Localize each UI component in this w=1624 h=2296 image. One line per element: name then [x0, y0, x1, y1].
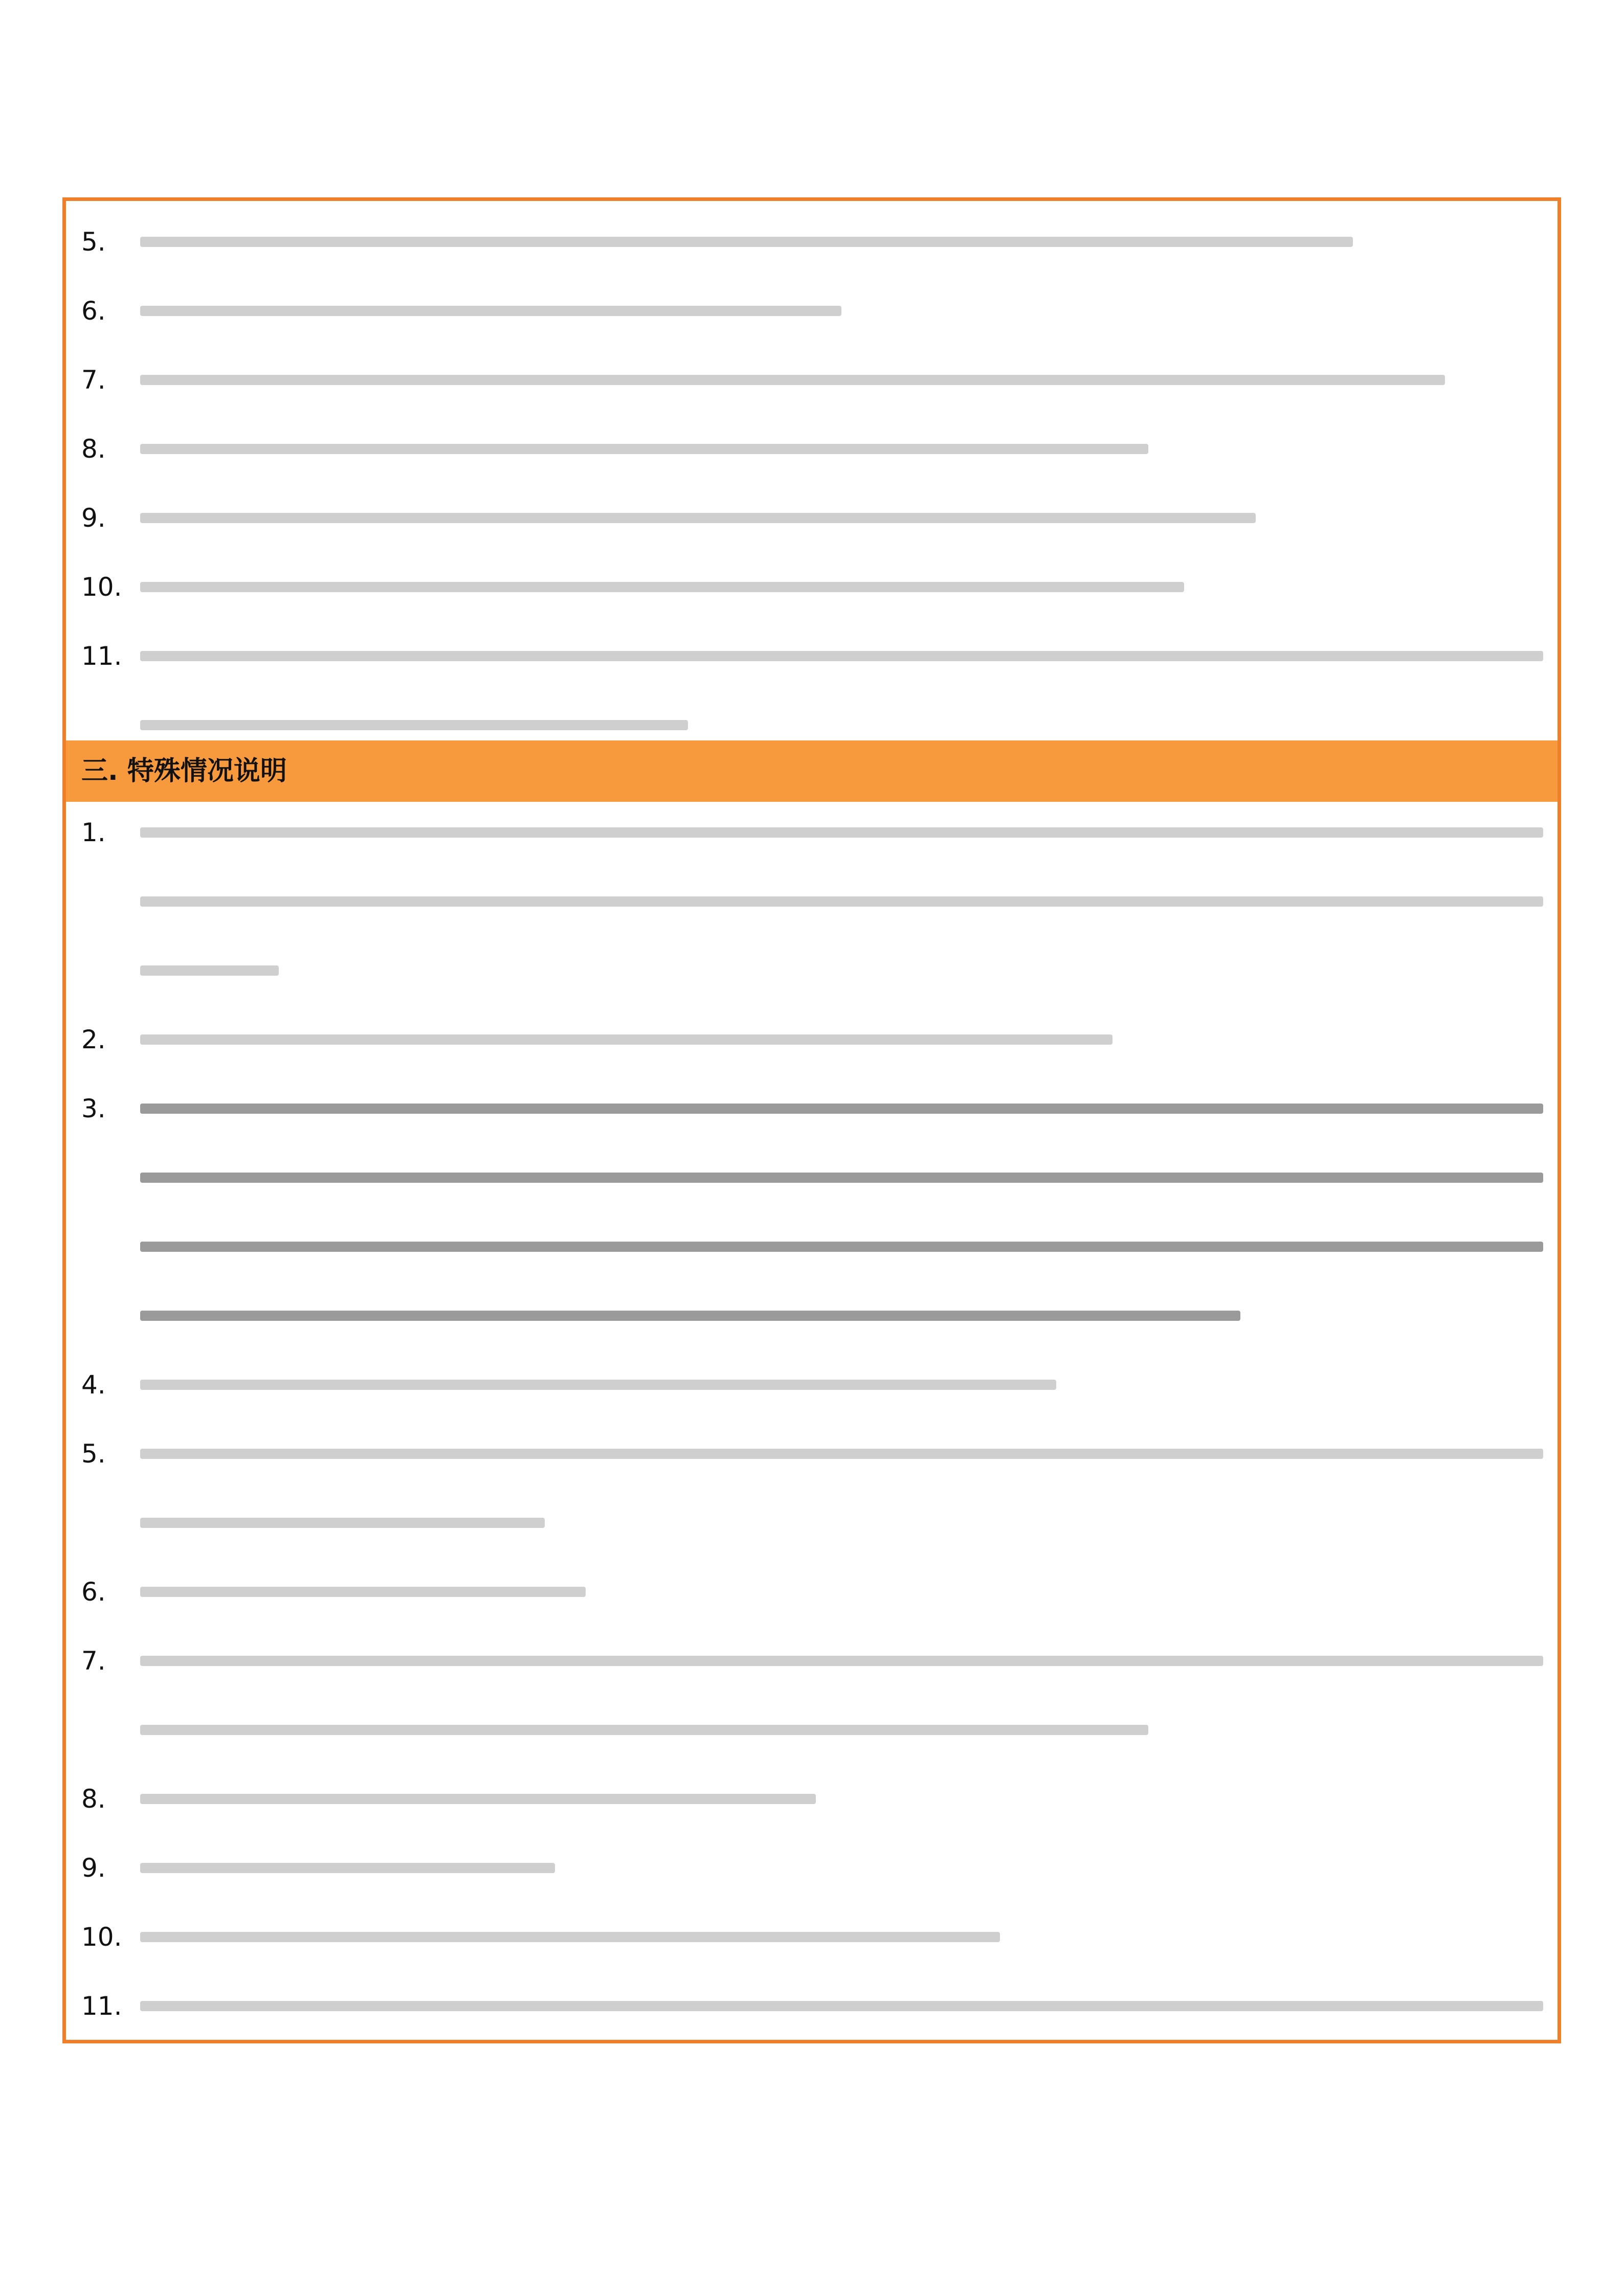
section-header: 三. 特殊情况说明	[66, 740, 1558, 802]
content-box: 5. 6. 7. 8. 9. 10. 11. 三. 特殊情况说明 1. 2. 3. 4. 5. 6. 7. 8. 9. 10. 11.	[62, 197, 1561, 2043]
